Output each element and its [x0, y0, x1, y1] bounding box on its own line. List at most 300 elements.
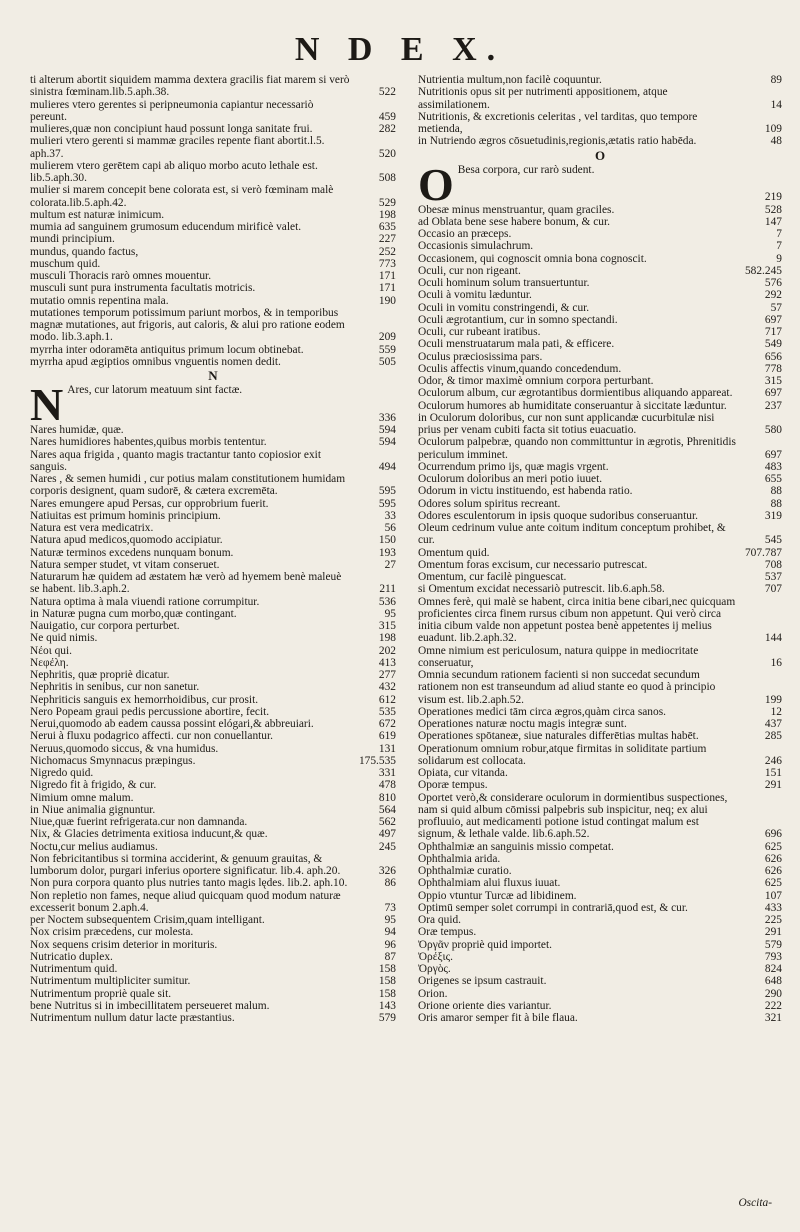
entry-text: Oculis affectis vinum,quando concedendum.: [418, 362, 622, 375]
entry-text: Omnia secundum rationem facienti si non succedat secundum rationem non est transeundum ad aliud stante eo quod à principio visum est. lib.2.aph.52.: [418, 669, 716, 706]
entry-text: Oleum cedrinum vulue ante coitum inditum conceptum prohibet, & cur.: [418, 522, 726, 547]
index-entry: [30, 669, 396, 681]
index-entry: [30, 534, 396, 546]
entry-page-number: 9: [776, 252, 782, 265]
entry-text: Nares , & semen humidi , cur potius malam constitutionem humidam corporis designent, quam sudorē, & cætera excremēta.: [30, 473, 346, 498]
entry-text: musculi sunt pura instrumenta facultatis motricis.: [30, 282, 256, 295]
entry-page-number: 793: [764, 950, 782, 963]
entry-text: Oculorum humores ab humiditate conseruantur à siccitate læduntur.: [418, 399, 727, 412]
entry-page-number: 12: [770, 705, 782, 718]
entry-text: Niue,quæ fuerint refrigerata.cur non damnanda.: [30, 816, 248, 828]
entry-page-number: 478: [378, 779, 396, 792]
index-entry: [418, 289, 782, 301]
index-entry: [30, 344, 396, 356]
entry-text: Non febricitantibus si tormina acciderint, & genuum grauitas, & lumborum dolor, purgari inferius oportere significatur. lib.4. aph.20.: [30, 852, 341, 877]
index-entry: [418, 74, 782, 86]
index-entry: [30, 74, 396, 99]
index-entry: [30, 571, 396, 596]
entry-text: Ophthalmia arida.: [418, 852, 501, 865]
entry-text: Ὀρέξις.: [418, 950, 453, 963]
drop-cap: N: [30, 379, 64, 430]
entry-text: Nutrientia multum,non facilè coquuntur.: [418, 74, 602, 86]
entry-page-number: 433: [764, 901, 782, 914]
entry-text: Ne quid nimis.: [30, 632, 98, 645]
index-entry: [30, 424, 396, 436]
entry-text: Operationum omnium robur,atque firmitas in soliditate partium solidarum est collocata.: [418, 742, 707, 767]
index-entry: [30, 436, 396, 448]
index-entry: [418, 718, 782, 730]
entry-page-number: 810: [378, 791, 396, 804]
entry-page-number: 158: [378, 987, 396, 1000]
entry-text: Oculorum doloribus an meri potio iuuet.: [418, 473, 603, 485]
entry-text: ti alterum abortit siquidem mamma dextera gracilis fiat marem si verò sinistra fœminam.lib.5.aph.38.: [30, 74, 350, 99]
entry-text: Nutritionis opus sit per nutrimenti appositionem, atque assimilationem.: [418, 86, 668, 111]
entry-text: mulieres vtero gerentes si peripneumonia capiantur necessariò pereunt.: [30, 98, 314, 123]
entry-text: Νέοι qui.: [30, 644, 73, 657]
page-header: N D E X.: [294, 31, 506, 68]
entry-page-number: 696: [764, 828, 782, 841]
entry-page-number: 536: [378, 595, 396, 608]
index-entry: [30, 307, 396, 344]
index-entry: [30, 853, 396, 878]
entry-text: Besa corpora, cur rarò sudent.: [457, 163, 595, 176]
index-entry: [30, 547, 396, 559]
entry-page-number: 158: [378, 975, 396, 988]
index-entry: [418, 326, 782, 338]
index-entry: [30, 258, 396, 270]
index-entry: [418, 277, 782, 289]
entry-text: Nox sequens crisim deterior in morituris.: [30, 938, 218, 951]
index-entry: [418, 228, 782, 240]
index-entry: [30, 99, 396, 124]
entry-text: per Noctem subsequentem Crisim,quam intelligant.: [30, 914, 265, 926]
index-entry: [30, 877, 396, 889]
index-entry: [30, 209, 396, 221]
index-entry: [30, 939, 396, 951]
index-entry: [418, 265, 782, 277]
index-entry: [418, 963, 782, 975]
entry-page-number: 277: [378, 669, 396, 681]
index-entry: [418, 951, 782, 963]
entry-text: Ophthalmiam alui fluxus iuuat.: [418, 877, 561, 890]
entry-text: mumia ad sanguinem grumosum educendum mirificè valet.: [30, 221, 302, 233]
entry-text: Non repletio non fames, neque aliud quicquam quod modum naturæ excesserit bonum 2.aph.4.: [30, 889, 341, 914]
entry-text: Oculi menstruatarum mala pati, & efficere.: [418, 338, 615, 351]
entry-text: Oporæ tempus.: [418, 779, 488, 792]
index-entry: [30, 356, 396, 368]
index-entry: [30, 804, 396, 816]
entry-page-number: 321: [764, 1012, 782, 1024]
entry-text: Operationes medici tām circa ægros,quàm circa sanos.: [418, 705, 666, 718]
entry-page-number: 158: [378, 963, 396, 975]
entry-page-number: 562: [378, 816, 396, 828]
entry-page-number: 564: [378, 803, 396, 816]
entry-text: Ares, cur latorum meatuum sint factæ.: [67, 384, 243, 396]
right-column: [418, 74, 782, 1024]
entry-text: muschum quid.: [30, 257, 101, 270]
entry-page-number: 626: [764, 865, 782, 877]
entry-page-number: 549: [764, 338, 782, 351]
index-entry: [418, 253, 782, 265]
index-entry: [30, 1012, 396, 1024]
entry-text: Orion.: [418, 987, 448, 1000]
entry-page-number: 778: [764, 362, 782, 375]
entry-page-number: 143: [378, 999, 396, 1012]
entry-page-number: 16: [770, 656, 782, 669]
index-entry: [30, 926, 396, 938]
index-entry: [30, 620, 396, 632]
entry-page-number: 198: [378, 632, 396, 645]
entry-text: Nero Popeam graui pedis percussione abortire, fecit.: [30, 705, 270, 718]
index-entry: [418, 461, 782, 473]
entry-text: Oculi à vomitu læduntur.: [418, 289, 532, 302]
entry-page-number: 522: [378, 86, 396, 99]
index-entry: [418, 988, 782, 1000]
entry-text: mundi principium.: [30, 233, 115, 246]
index-entry: [418, 779, 782, 791]
entry-text: Occasionis simulachrum.: [418, 240, 534, 253]
index-entry: [418, 412, 782, 437]
entry-text: Natiuitas est primum hominis principium.: [30, 509, 221, 522]
entry-text: Nutrimentum multipliciter sumitur.: [30, 975, 191, 988]
entry-text: Odores solum spiritus recreant.: [418, 497, 561, 510]
entry-page-number: 594: [378, 424, 396, 436]
entry-page-number: 625: [764, 877, 782, 890]
index-entry: [30, 1000, 396, 1012]
entry-page-number: 7: [776, 228, 782, 240]
index-entry: [418, 473, 782, 485]
entry-text: Omentum quid.: [418, 546, 490, 559]
entry-text: Ophthalmiæ an sanguinis missio competat.: [418, 840, 614, 853]
index-entry: [418, 400, 782, 412]
index-entry: [30, 890, 396, 915]
entry-page-number: 315: [764, 375, 782, 387]
entry-text: Omentum, cur facilè pinguescat.: [418, 571, 567, 583]
entry-text: Νεφέλη.: [30, 656, 69, 669]
entry-page-number: 612: [378, 693, 396, 706]
entry-text: Nigredo quid.: [30, 767, 94, 779]
entry-text: myrrha apud ægiptios omnibus vnguentis nomen dedit.: [30, 355, 281, 368]
entry-page-number: 7: [776, 240, 782, 253]
entry-text: Nutrimentum quid.: [30, 963, 118, 975]
entry-text: Nares humidiores habentes,quibus morbis tententur.: [30, 436, 267, 449]
index-entry: [418, 926, 782, 938]
entry-text: Nix, & Glacies detrimenta exitiosa inducunt,& quæ.: [30, 828, 268, 841]
entry-text: Ὀργᾶν propriè quid importet.: [418, 938, 552, 951]
entry-text: Origenes se ipsum castrauit.: [418, 975, 547, 988]
entry-page-number: 89: [770, 74, 782, 86]
entry-text: Nerui à fluxu podagrico affecti. cur non conuellantur.: [30, 730, 274, 743]
entry-page-number: 437: [764, 718, 782, 730]
entry-text: Oræ tempus.: [418, 926, 477, 939]
entry-page-number: 576: [764, 277, 782, 289]
entry-page-number: 773: [378, 257, 396, 270]
entry-page-number: 56: [384, 522, 396, 534]
index-entry: [418, 240, 782, 252]
index-entry: [30, 792, 396, 804]
index-entry: [30, 246, 396, 258]
entry-page-number: 535: [378, 705, 396, 718]
entry-page-number: 252: [378, 245, 396, 258]
index-entry: [30, 135, 396, 160]
entry-page-number: 171: [378, 270, 396, 282]
entry-page-number: 579: [378, 1012, 396, 1024]
entry-text: Noctu,cur melius audiamus.: [30, 840, 158, 853]
index-entry: [418, 939, 782, 951]
index-entry: [418, 853, 782, 865]
entry-page-number: 291: [764, 779, 782, 792]
index-entry: [418, 1012, 782, 1024]
index-entry: [30, 828, 396, 840]
entry-page-number: 315: [378, 620, 396, 632]
entry-text: Nephritis, quæ propriè dicatur.: [30, 669, 170, 681]
index-entry: [30, 951, 396, 963]
index-entry: [30, 608, 396, 620]
index-entry: [418, 914, 782, 926]
index-entry: [418, 877, 782, 889]
catchword: Oscita-: [738, 1197, 772, 1209]
entry-text: mundus, quando factus,: [30, 245, 139, 258]
index-entry: [418, 890, 782, 902]
index-entry: [418, 669, 782, 706]
index-entry: [30, 718, 396, 730]
entry-page-number: 211: [379, 583, 396, 596]
entry-page-number: 198: [378, 208, 396, 221]
entry-text: Nephritis in senibus, cur non sanetur.: [30, 681, 200, 694]
entry-text: mulierem vtero gerētem capi ab aliquo morbo acuto lethale est. lib.5.aph.30.: [30, 159, 318, 184]
index-entry: [418, 571, 782, 583]
index-entry: [30, 449, 396, 474]
index-entry: [30, 730, 396, 742]
entry-page-number: 151: [764, 767, 782, 779]
entry-text: musculi Thoracis rarò omnes mouentur.: [30, 270, 212, 282]
index-entry: [30, 160, 396, 185]
index-entry: [418, 387, 782, 399]
entry-text: Nerui,quomodo ab eadem caussa possint elógari,& abbreuiari.: [30, 718, 314, 730]
index-entry: [418, 436, 782, 461]
entry-text: in Oculorum doloribus, cur non sunt applicandæ cucurbitulæ nisi prius per venam cubiti facta sit totius euacuatio.: [418, 411, 715, 436]
entry-page-number: 459: [378, 110, 396, 123]
index-entry: [30, 988, 396, 1000]
entry-text: Occasio an præceps.: [418, 228, 512, 240]
index-entry: [30, 645, 396, 657]
entry-text: Obesæ minus menstruantur, quam graciles.: [418, 203, 615, 216]
entry-page-number: 33: [384, 509, 396, 522]
index-entry: [418, 204, 782, 216]
index-entry: [30, 270, 396, 282]
index-entry: [418, 302, 782, 314]
entry-page-number: 131: [378, 742, 396, 755]
entry-text: Orione oriente dies variantur.: [418, 999, 552, 1012]
entry-page-number: 331: [378, 767, 396, 779]
entry-page-number: 246: [764, 754, 782, 767]
entry-text: Oris amaror semper fit à bile flaua.: [418, 1012, 578, 1024]
index-entry: [30, 510, 396, 522]
index-entry: [30, 632, 396, 644]
entry-text: Oculi, cur non rigeant.: [418, 264, 521, 277]
index-entry: [418, 743, 782, 768]
entry-text: Oculus præciosissima pars.: [418, 350, 543, 363]
entry-text: Odor, & timor maximè omnium corpora perturbant.: [418, 375, 654, 387]
entry-text: mulier si marem concepit bene colorata est, si verò fœminam malè colorata.lib.5.aph.42.: [30, 184, 334, 209]
index-entry: [418, 583, 782, 595]
entry-page-number: 707.787: [744, 546, 782, 559]
index-entry: [30, 596, 396, 608]
index-entry: [418, 792, 782, 841]
entry-page-number: 697: [764, 448, 782, 461]
entry-text: Nox crisim præcedens, cur molesta.: [30, 926, 194, 939]
index-entry: [418, 111, 782, 136]
index-entry: [30, 184, 396, 209]
index-entry: [30, 914, 396, 926]
entry-text: Operationes spōtaneæ, siue naturales differētias multas habēt.: [418, 730, 699, 743]
entry-page-number: 579: [764, 938, 782, 951]
entry-page-number: 87: [384, 950, 396, 963]
entry-page-number: 432: [378, 681, 396, 694]
entry-page-number: 319: [764, 509, 782, 522]
entry-text: Nares aqua frigida , quanto magis tractantur tanto copiosior exit sanguis.: [30, 448, 322, 473]
entry-page-number: 175.535: [358, 754, 396, 767]
entry-text: Ophthalmiæ curatio.: [418, 865, 512, 877]
entry-page-number: 94: [384, 926, 396, 939]
index-entry: [418, 522, 782, 547]
entry-page-number: 222: [764, 999, 782, 1012]
index-entry: [418, 338, 782, 350]
index-entry: [418, 767, 782, 779]
entry-page-number: 717: [764, 326, 782, 338]
entry-text: in Nutriendo ægros cōsuetudinis,regionis,ætatis ratio habēda.: [418, 135, 697, 148]
entry-text: Omne nimium est periculosum, natura quippe in mediocritate conseruatur,: [418, 644, 699, 669]
entry-page-number: 144: [764, 632, 782, 645]
entry-text: Oculorum album, cur ægrotantibus dormientibus aliquando appareat.: [418, 387, 733, 400]
entry-text: si Omentum excidat necessariò putrescit. lib.6.aph.58.: [418, 583, 665, 596]
entry-page-number: 708: [764, 558, 782, 571]
entry-page-number: 494: [378, 460, 396, 473]
index-entry: [30, 767, 396, 779]
entry-page-number: 27: [384, 558, 396, 571]
entry-text: Oculi hominum solum transuertuntur.: [418, 277, 590, 289]
entry-page-number: 95: [384, 914, 396, 926]
entry-page-number: 697: [764, 313, 782, 326]
index-entry: [418, 865, 782, 877]
entry-page-number: 413: [378, 656, 396, 669]
entry-page-number: 545: [764, 534, 782, 547]
index-entry: [418, 902, 782, 914]
index-entry: [30, 559, 396, 571]
entry-text: Opiata, cur vitanda.: [418, 767, 508, 779]
index-entry: [30, 233, 396, 245]
entry-text: in Naturæ pugna cum morbo,quæ contingant.: [30, 607, 237, 620]
drop-cap: O: [418, 158, 454, 210]
entry-page-number: 559: [378, 343, 396, 356]
entry-text: Neruus,quomodo siccus, & vna humidus.: [30, 742, 219, 755]
entry-text: Nigredo fit à frigido, & cur.: [30, 779, 157, 792]
entry-text: Nares humidæ, quæ.: [30, 424, 124, 436]
index-entry: [418, 86, 782, 111]
index-entry: [30, 779, 396, 791]
index-entry: [30, 816, 396, 828]
entry-text: Natura est vera medicatrix.: [30, 522, 154, 534]
entry-text: Nares emungere apud Persas, cur opprobrium fuerit.: [30, 497, 269, 510]
entry-page-number: 290: [764, 987, 782, 1000]
entry-text: Ὀργὸς.: [418, 963, 451, 975]
entry-page-number: 655: [764, 473, 782, 485]
entry-text: Natura apud medicos,quomodo accipiatur.: [30, 534, 223, 547]
index-entry: [418, 596, 782, 645]
section-letter: O: [594, 147, 606, 163]
index-entry: [30, 975, 396, 987]
entry-page-number: 282: [378, 123, 396, 135]
entry-text: Nimium omne malum.: [30, 791, 134, 804]
entry-text: Oportet verò,& considerare oculorum in dormientibus suspectiones, nam si quid album cōmissi palpebris sub inspicitur, neq; ex alui profluuio, aut medicamenti potione istud contingat malum est signum, & lethale valde. lib.6.aph.52.: [418, 791, 728, 841]
entry-text: multum est naturæ inimicum.: [30, 208, 165, 221]
index-entry: [30, 743, 396, 755]
entry-page-number: 594: [378, 436, 396, 449]
entry-page-number: 199: [764, 693, 782, 706]
entry-text: mutatio omnis repentina mala.: [30, 294, 169, 307]
entry-page-number: 237: [764, 399, 782, 412]
entry-text: Nephriticis sanguis ex hemorrhoidibus, cur prosit.: [30, 693, 259, 706]
index-entry: [418, 645, 782, 670]
index-entry: [30, 694, 396, 706]
entry-text: Ocurrendum primo ijs, quæ magis vrgent.: [418, 460, 609, 473]
entry-page-number: 57: [770, 301, 782, 314]
entry-text: bene Nutritus si in imbecillitatem perseueret malum.: [30, 999, 270, 1012]
index-entry: [30, 221, 396, 233]
section-letter: N: [208, 368, 218, 383]
index-entry: [30, 282, 396, 294]
entry-page-number: 73: [384, 901, 396, 914]
entry-text: Naturarum hæ quidem ad æstatem hæ verò ad hyemem benè maleuè se habent. lib.3.aph.2.: [30, 571, 342, 596]
entry-text: Odores esculentorum in ipsis quoque sudoribus conseruantur.: [418, 509, 698, 522]
entry-page-number: 824: [764, 963, 782, 975]
entry-text: Nutricatio duplex.: [30, 950, 113, 963]
entry-text: Nutritionis, & excretionis celeritas , vel tarditas, quo tempore metienda,: [418, 110, 698, 135]
entry-text: Oppio vtuntur Turcæ ad libidinem.: [418, 889, 577, 902]
entry-page-number: 595: [378, 485, 396, 498]
entry-page-number: 291: [764, 926, 782, 939]
index-entry: [418, 363, 782, 375]
entry-text: ad Oblata bene sese habere bonum, & cur.: [418, 215, 610, 228]
entry-page-number: 595: [378, 497, 396, 510]
entry-page-number: 202: [378, 644, 396, 657]
index-entry: [418, 730, 782, 742]
entry-page-number: 483: [764, 460, 782, 473]
index-entry: [418, 375, 782, 387]
entry-page-number: 209: [378, 331, 396, 344]
entry-text: Odorum in victu instituendo, est habenda ratio.: [418, 485, 633, 498]
index-entry: [418, 351, 782, 363]
entry-text: mulieres,quæ non concipiunt haud possunt longa sanitate frui.: [30, 123, 313, 135]
entry-page-number: 147: [764, 215, 782, 228]
entry-text: Oculorum palpebræ, quando non committuntur in ægrotis, Phrenitidis periculum imminet.: [418, 436, 736, 461]
index-entry: [30, 295, 396, 307]
entry-text: Non pura corpora quanto plus nutries tanto magis lędes. lib.2. aph.10.: [30, 877, 348, 890]
index-entry: [30, 123, 396, 135]
index-entry: [418, 498, 782, 510]
entry-text: Oculi in vomitu constringendi, & cur.: [418, 301, 590, 314]
index-entry: [418, 559, 782, 571]
entry-page-number: 190: [378, 294, 396, 307]
entry-text: Nutrimentum nullum datur lacte præstantius.: [30, 1012, 235, 1024]
entry-page-number: 225: [764, 914, 782, 926]
entry-page-number: 626: [764, 852, 782, 865]
index-entry: [418, 135, 782, 147]
index-entry: [30, 498, 396, 510]
entry-text: Nauigatio, cur corpora perturbet.: [30, 620, 180, 632]
entry-page-number: 285: [764, 730, 782, 743]
entry-text: Ora quid.: [418, 914, 462, 926]
